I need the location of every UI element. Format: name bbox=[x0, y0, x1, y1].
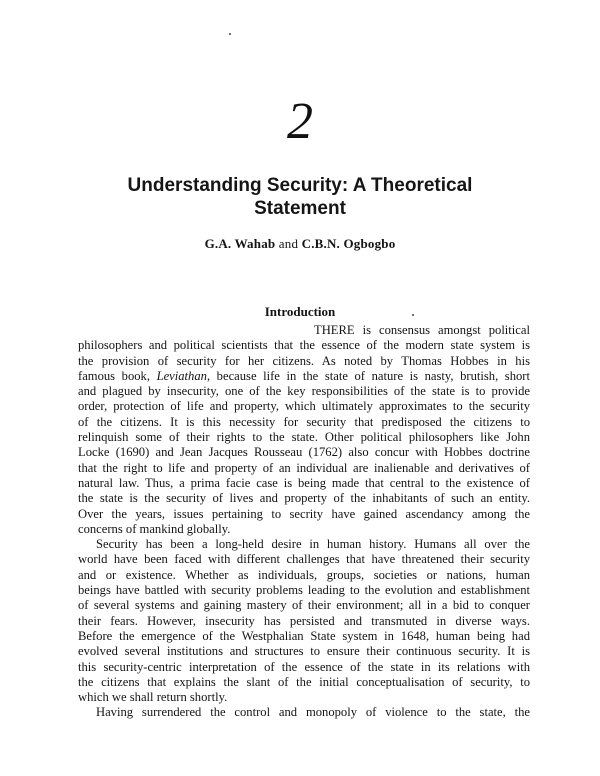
author-byline bbox=[0, 236, 600, 252]
text-line: concerns of mankind globally. bbox=[78, 521, 231, 536]
text-fragment: , because life in the state of nature is nasty, brutish, short bbox=[206, 368, 530, 383]
chapter-title bbox=[90, 174, 510, 220]
text-line: this security-centric interpretation of the essence of the state in its relations with bbox=[78, 659, 530, 674]
author-name: C.B.N. Ogbogbo bbox=[301, 236, 396, 251]
text-line: Before the emergence of the Westphalian State system in 1648, human being had bbox=[78, 628, 530, 643]
text-line: Security has been a long-held desire in human history. Humans all over the bbox=[96, 537, 530, 552]
author-name: G.A. Wahab bbox=[204, 236, 276, 251]
scan-speck bbox=[229, 33, 231, 35]
text-line bbox=[78, 369, 530, 384]
text-line: Over the years, issues pertaining to secrity have gained ascendancy among the bbox=[78, 506, 530, 521]
chapter-title-line-1: Understanding Security: A Theoretical bbox=[127, 175, 473, 196]
text-line: their fears. However, insecurity has persisted and transmuted in diverse ways. bbox=[78, 613, 530, 628]
text-line: and or existence. Whether as individuals, groups, societies or nations, human bbox=[78, 567, 530, 582]
text-line: evolved several institutions and structures to ensure their continuous security. It is bbox=[78, 644, 530, 659]
text-line: beings have battled with security problems leading to the evolution and establishment bbox=[78, 583, 530, 598]
text-line: the state is the security of lives and property of the inhabitants of such an entity. bbox=[78, 491, 530, 506]
section-heading: Introduction bbox=[264, 304, 336, 319]
text-line: the provision of security for her citizens. As noted by Thomas Hobbes in his bbox=[78, 353, 530, 368]
text-line: relinquish some of their rights to the state. Other political philosophers like John bbox=[78, 430, 530, 445]
text-line: THERE is consensus amongst political bbox=[314, 323, 530, 337]
text-line: natural law. Thus, a prima facie case is being made that central to the existence of bbox=[78, 475, 530, 490]
chapter-number: 2 bbox=[287, 93, 313, 150]
text-fragment: famous book, bbox=[78, 368, 157, 383]
chapter-title-line-2: Statement bbox=[254, 198, 346, 219]
text-line: of several systems and gaining mastery of their environment; all in a bid to conquer bbox=[78, 598, 530, 613]
text-line: which we shall return shortly. bbox=[78, 690, 228, 705]
text-line: that the right to life and property of an individual are inalienable and derivatives of bbox=[78, 460, 530, 475]
text-line: Having surrendered the control and monopoly of violence to the state, the bbox=[96, 705, 530, 720]
text-line: Locke (1690) and Jean Jacques Rousseau (1762) also concur with Hobbes doctrine bbox=[78, 445, 530, 460]
text-line: and plagued by insecurity, one of the key responsibilities of the state is to provide bbox=[78, 384, 530, 399]
text-line: order, protection of life and property, which ultimately approximates to the security bbox=[78, 399, 530, 414]
author-conjunction: and bbox=[278, 236, 299, 251]
text-line: philosophers and political scientists that the essence of the modern state system is bbox=[78, 338, 530, 353]
text-line: world have been faced with different challenges that have threatened their security bbox=[78, 552, 530, 567]
book-title: Leviathan bbox=[156, 368, 207, 383]
text-line: the citizens that explains the slant of the initial conceptualisation of security, to bbox=[78, 674, 530, 689]
text-line: of the citizens. It is this necessity for security that predisposed the citizens to bbox=[78, 414, 530, 429]
body-text bbox=[78, 323, 530, 721]
